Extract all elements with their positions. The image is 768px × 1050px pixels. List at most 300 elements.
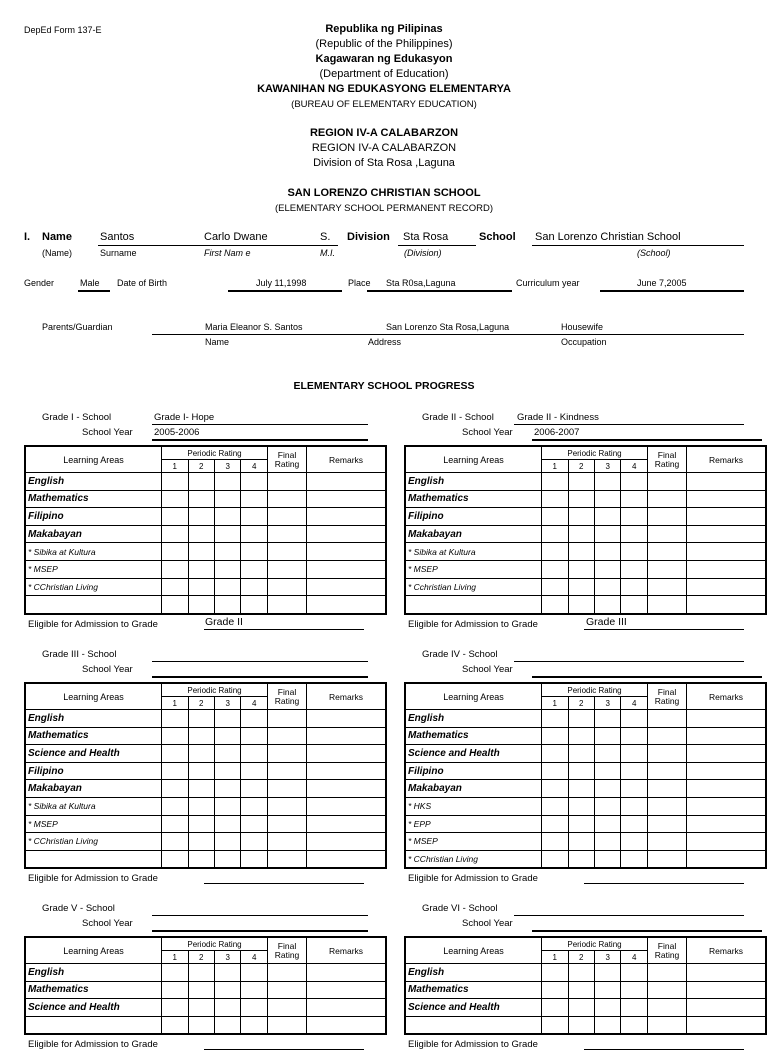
quarter-rating-cell[interactable] <box>621 473 647 491</box>
remarks-cell[interactable] <box>687 710 765 728</box>
quarter-rating-cell[interactable] <box>542 745 568 763</box>
quarter-rating-cell[interactable] <box>214 964 240 982</box>
remarks-cell[interactable] <box>687 964 765 982</box>
remarks-cell[interactable] <box>307 710 385 728</box>
subject-name: * HKS <box>406 797 542 815</box>
quarter-rating-cell[interactable] <box>542 727 568 745</box>
final-rating-cell[interactable] <box>647 964 686 982</box>
quarter-rating-cell[interactable] <box>188 508 214 526</box>
quarter-rating-cell[interactable] <box>621 1016 647 1033</box>
final-rating-cell[interactable] <box>647 833 686 851</box>
final-rating-cell[interactable] <box>647 490 686 508</box>
remarks-cell[interactable] <box>687 596 765 613</box>
final-rating-cell[interactable] <box>267 780 306 798</box>
final-rating-cell[interactable] <box>267 560 306 578</box>
quarter-rating-cell[interactable] <box>568 850 594 867</box>
quarter-rating-cell[interactable] <box>568 815 594 833</box>
remarks-cell[interactable] <box>687 560 765 578</box>
quarter-rating-cell[interactable] <box>214 1016 240 1033</box>
quarter-header-2: 2 <box>568 460 594 473</box>
final-rating-cell[interactable] <box>647 780 686 798</box>
subject-name: Filipino <box>26 762 162 780</box>
quarter-rating-cell[interactable] <box>188 560 214 578</box>
final-rating-cell[interactable] <box>267 762 306 780</box>
header-bureau: (BUREAU OF ELEMENTARY EDUCATION) <box>291 99 477 110</box>
quarter-rating-cell[interactable] <box>241 850 267 867</box>
final-rating-header <box>647 447 686 473</box>
quarter-rating-cell[interactable] <box>241 525 267 543</box>
final-rating-cell[interactable] <box>267 797 306 815</box>
quarter-header-1: 1 <box>162 460 188 473</box>
quarter-rating-cell[interactable] <box>621 762 647 780</box>
remarks-cell[interactable] <box>307 578 385 596</box>
quarter-rating-cell[interactable] <box>241 780 267 798</box>
final-rating-cell[interactable] <box>267 745 306 763</box>
final-rating-line1: Final <box>657 686 677 697</box>
remarks-cell[interactable] <box>687 578 765 596</box>
quarter-rating-cell[interactable] <box>162 560 188 578</box>
quarter-rating-cell[interactable] <box>214 490 240 508</box>
quarter-rating-cell[interactable] <box>542 981 568 999</box>
quarter-rating-cell[interactable] <box>162 1016 188 1033</box>
quarter-rating-cell[interactable] <box>188 490 214 508</box>
quarter-rating-cell[interactable] <box>621 780 647 798</box>
quarter-rating-cell[interactable] <box>568 578 594 596</box>
quarter-rating-cell[interactable] <box>162 490 188 508</box>
record-title: (ELEMENTARY SCHOOL PERMANENT RECORD) <box>274 203 493 214</box>
quarter-rating-cell[interactable] <box>621 797 647 815</box>
quarter-rating-cell[interactable] <box>188 596 214 613</box>
quarter-rating-cell[interactable] <box>162 964 188 982</box>
quarter-rating-cell[interactable] <box>542 964 568 982</box>
dob-value: July 11,1998 <box>256 278 307 288</box>
grade-school-label: Grade III - School <box>42 649 117 660</box>
remarks-cell[interactable] <box>687 525 765 543</box>
eligible-underline <box>584 883 744 884</box>
quarter-header-2: 2 <box>568 697 594 710</box>
remarks-cell[interactable] <box>307 560 385 578</box>
remarks-cell[interactable] <box>687 780 765 798</box>
quarter-rating-cell[interactable] <box>214 850 240 867</box>
remarks-cell[interactable] <box>687 815 765 833</box>
remarks-cell[interactable] <box>687 727 765 745</box>
quarter-rating-cell[interactable] <box>162 999 188 1017</box>
final-rating-cell[interactable] <box>267 833 306 851</box>
quarter-rating-cell[interactable] <box>162 762 188 780</box>
final-rating-cell[interactable] <box>647 710 686 728</box>
quarter-rating-cell[interactable] <box>568 981 594 999</box>
quarter-rating-cell[interactable] <box>542 578 568 596</box>
quarter-rating-cell[interactable] <box>621 525 647 543</box>
quarter-rating-cell[interactable] <box>188 999 214 1017</box>
remarks-cell[interactable] <box>307 833 385 851</box>
quarter-rating-cell[interactable] <box>621 578 647 596</box>
quarter-rating-cell[interactable] <box>241 508 267 526</box>
eligible-underline <box>584 629 744 630</box>
remarks-cell[interactable] <box>687 543 765 561</box>
remarks-cell[interactable] <box>687 1016 765 1033</box>
quarter-rating-cell[interactable] <box>241 1016 267 1033</box>
remarks-cell[interactable] <box>307 981 385 999</box>
quarter-rating-cell[interactable] <box>594 473 620 491</box>
quarter-rating-cell[interactable] <box>594 710 620 728</box>
grade-school-underline <box>514 424 744 425</box>
quarter-rating-cell[interactable] <box>594 1016 620 1033</box>
final-rating-cell[interactable] <box>267 578 306 596</box>
quarter-rating-cell[interactable] <box>621 508 647 526</box>
subject-name: Mathematics <box>26 490 162 508</box>
quarter-rating-cell[interactable] <box>594 797 620 815</box>
quarter-rating-cell[interactable] <box>621 710 647 728</box>
final-rating-cell[interactable] <box>647 981 686 999</box>
quarter-rating-cell[interactable] <box>594 490 620 508</box>
final-rating-cell[interactable] <box>647 815 686 833</box>
quarter-rating-cell[interactable] <box>214 596 240 613</box>
quarter-rating-cell[interactable] <box>241 578 267 596</box>
quarter-rating-cell[interactable] <box>542 490 568 508</box>
caption-first-name: First Nam e <box>204 248 251 258</box>
region-name: REGION IV-A CALABARZON <box>311 142 457 154</box>
quarter-rating-cell[interactable] <box>594 596 620 613</box>
quarter-rating-cell[interactable] <box>568 710 594 728</box>
quarter-rating-cell[interactable] <box>162 710 188 728</box>
final-rating-cell[interactable] <box>267 964 306 982</box>
quarter-rating-cell[interactable] <box>162 850 188 867</box>
remarks-cell[interactable] <box>687 797 765 815</box>
quarter-rating-cell[interactable] <box>241 727 267 745</box>
quarter-rating-cell[interactable] <box>188 745 214 763</box>
quarter-rating-cell[interactable] <box>594 964 620 982</box>
remarks-cell[interactable] <box>307 999 385 1017</box>
quarter-rating-cell[interactable] <box>568 560 594 578</box>
final-rating-cell[interactable] <box>267 1016 306 1033</box>
remarks-cell[interactable] <box>307 596 385 613</box>
quarter-rating-cell[interactable] <box>214 797 240 815</box>
quarter-rating-cell[interactable] <box>621 543 647 561</box>
quarter-rating-cell[interactable] <box>188 780 214 798</box>
quarter-rating-cell[interactable] <box>542 1016 568 1033</box>
quarter-rating-cell[interactable] <box>594 543 620 561</box>
quarter-rating-cell[interactable] <box>162 981 188 999</box>
quarter-rating-cell[interactable] <box>214 999 240 1017</box>
quarter-header-2: 2 <box>188 460 214 473</box>
quarter-rating-cell[interactable] <box>594 525 620 543</box>
quarter-rating-cell[interactable] <box>162 797 188 815</box>
quarter-rating-cell[interactable] <box>241 596 267 613</box>
quarter-rating-cell[interactable] <box>542 999 568 1017</box>
quarter-rating-cell[interactable] <box>188 981 214 999</box>
quarter-rating-cell[interactable] <box>594 745 620 763</box>
final-rating-cell[interactable] <box>647 596 686 613</box>
quarter-rating-cell[interactable] <box>568 473 594 491</box>
quarter-rating-cell[interactable] <box>162 525 188 543</box>
remarks-cell[interactable] <box>687 473 765 491</box>
quarter-rating-cell[interactable] <box>214 745 240 763</box>
final-rating-header <box>647 684 686 710</box>
final-rating-cell[interactable] <box>267 850 306 867</box>
quarter-rating-cell[interactable] <box>542 543 568 561</box>
final-rating-cell[interactable] <box>647 578 686 596</box>
final-rating-cell[interactable] <box>647 508 686 526</box>
final-rating-cell[interactable] <box>267 596 306 613</box>
quarter-rating-cell[interactable] <box>542 780 568 798</box>
quarter-rating-cell[interactable] <box>162 833 188 851</box>
parent-occupation-value: Housewife <box>561 322 604 332</box>
quarter-rating-cell[interactable] <box>214 727 240 745</box>
remarks-cell[interactable] <box>687 490 765 508</box>
quarter-rating-cell[interactable] <box>241 797 267 815</box>
final-rating-line1: Final <box>277 449 297 460</box>
final-rating-cell[interactable] <box>647 999 686 1017</box>
quarter-rating-cell[interactable] <box>241 964 267 982</box>
quarter-rating-cell[interactable] <box>214 578 240 596</box>
remarks-cell[interactable] <box>307 850 385 867</box>
quarter-rating-cell[interactable] <box>188 525 214 543</box>
quarter-rating-cell[interactable] <box>188 797 214 815</box>
final-rating-cell[interactable] <box>647 1016 686 1033</box>
quarter-rating-cell[interactable] <box>568 762 594 780</box>
subject-row <box>406 727 765 745</box>
division-name: Division of Sta Rosa ,Laguna <box>313 157 455 169</box>
caption-school: (School) <box>637 248 671 258</box>
quarter-rating-cell[interactable] <box>162 508 188 526</box>
quarter-rating-cell[interactable] <box>241 833 267 851</box>
final-rating-cell[interactable] <box>267 490 306 508</box>
final-rating-cell[interactable] <box>647 525 686 543</box>
quarter-rating-cell[interactable] <box>214 780 240 798</box>
quarter-rating-cell[interactable] <box>568 596 594 613</box>
quarter-rating-cell[interactable] <box>188 543 214 561</box>
quarter-rating-cell[interactable] <box>542 473 568 491</box>
final-rating-cell[interactable] <box>267 727 306 745</box>
quarter-rating-cell[interactable] <box>214 508 240 526</box>
quarter-rating-cell[interactable] <box>568 780 594 798</box>
eligible-underline <box>204 883 364 884</box>
quarter-rating-cell[interactable] <box>594 981 620 999</box>
quarter-rating-cell[interactable] <box>621 833 647 851</box>
periodic-rating-header: Periodic Rating <box>542 938 648 951</box>
quarter-rating-cell[interactable] <box>594 727 620 745</box>
quarter-rating-cell[interactable] <box>162 727 188 745</box>
quarter-rating-cell[interactable] <box>542 833 568 851</box>
quarter-header-3: 3 <box>594 951 620 964</box>
quarter-rating-cell[interactable] <box>214 473 240 491</box>
quarter-rating-cell[interactable] <box>568 727 594 745</box>
quarter-header-4: 4 <box>621 697 647 710</box>
quarter-header-4: 4 <box>621 951 647 964</box>
remarks-cell[interactable] <box>307 525 385 543</box>
quarter-rating-cell[interactable] <box>241 981 267 999</box>
quarter-rating-cell[interactable] <box>594 999 620 1017</box>
quarter-rating-cell[interactable] <box>188 473 214 491</box>
quarter-rating-cell[interactable] <box>241 710 267 728</box>
grade-school-label: Grade I - School <box>42 412 112 423</box>
remarks-cell[interactable] <box>307 508 385 526</box>
remarks-cell[interactable] <box>307 780 385 798</box>
quarter-rating-cell[interactable] <box>594 850 620 867</box>
quarter-rating-cell[interactable] <box>594 508 620 526</box>
quarter-rating-cell[interactable] <box>621 815 647 833</box>
quarter-rating-cell[interactable] <box>621 850 647 867</box>
remarks-cell[interactable] <box>307 543 385 561</box>
quarter-rating-cell[interactable] <box>241 543 267 561</box>
quarter-rating-cell[interactable] <box>621 745 647 763</box>
final-rating-cell[interactable] <box>267 473 306 491</box>
quarter-rating-cell[interactable] <box>241 762 267 780</box>
final-rating-cell[interactable] <box>267 710 306 728</box>
remarks-cell[interactable] <box>687 833 765 851</box>
quarter-rating-cell[interactable] <box>621 981 647 999</box>
remarks-cell[interactable] <box>307 727 385 745</box>
subject-name: English <box>406 964 542 982</box>
subject-name: Mathematics <box>406 727 542 745</box>
final-rating-cell[interactable] <box>647 560 686 578</box>
quarter-rating-cell[interactable] <box>621 727 647 745</box>
grade-year-underline <box>152 676 368 678</box>
quarter-rating-cell[interactable] <box>542 762 568 780</box>
quarter-rating-cell[interactable] <box>621 560 647 578</box>
quarter-rating-cell[interactable] <box>214 525 240 543</box>
quarter-rating-cell[interactable] <box>542 560 568 578</box>
final-rating-cell[interactable] <box>647 543 686 561</box>
final-rating-cell[interactable] <box>267 999 306 1017</box>
learning-areas-header: Learning Areas <box>406 684 542 710</box>
quarter-rating-cell[interactable] <box>568 745 594 763</box>
quarter-rating-cell[interactable] <box>542 850 568 867</box>
remarks-cell[interactable] <box>687 981 765 999</box>
remarks-header: Remarks <box>307 447 385 473</box>
quarter-rating-cell[interactable] <box>542 710 568 728</box>
final-rating-cell[interactable] <box>267 543 306 561</box>
remarks-cell[interactable] <box>687 508 765 526</box>
quarter-rating-cell[interactable] <box>621 964 647 982</box>
grade-table <box>404 936 767 1035</box>
quarter-rating-cell[interactable] <box>542 596 568 613</box>
quarter-rating-cell[interactable] <box>568 525 594 543</box>
quarter-rating-cell[interactable] <box>214 560 240 578</box>
final-rating-cell[interactable] <box>647 745 686 763</box>
quarter-rating-cell[interactable] <box>188 762 214 780</box>
quarter-rating-cell[interactable] <box>162 473 188 491</box>
quarter-rating-cell[interactable] <box>568 1016 594 1033</box>
quarter-rating-cell[interactable] <box>568 797 594 815</box>
quarter-rating-cell[interactable] <box>188 710 214 728</box>
quarter-rating-cell[interactable] <box>214 981 240 999</box>
quarter-rating-cell[interactable] <box>621 490 647 508</box>
remarks-cell[interactable] <box>307 1016 385 1033</box>
quarter-rating-cell[interactable] <box>594 762 620 780</box>
quarter-rating-cell[interactable] <box>568 999 594 1017</box>
grade-year-value: 2005-2006 <box>154 427 200 438</box>
remarks-cell[interactable] <box>307 964 385 982</box>
subject-name: * MSEP <box>406 833 542 851</box>
quarter-rating-cell[interactable] <box>542 797 568 815</box>
quarter-rating-cell[interactable] <box>594 560 620 578</box>
quarter-rating-cell[interactable] <box>162 745 188 763</box>
remarks-cell[interactable] <box>307 473 385 491</box>
quarter-rating-cell[interactable] <box>594 833 620 851</box>
quarter-rating-cell[interactable] <box>594 815 620 833</box>
quarter-rating-cell[interactable] <box>568 543 594 561</box>
quarter-rating-cell[interactable] <box>188 578 214 596</box>
quarter-rating-cell[interactable] <box>162 780 188 798</box>
quarter-rating-cell[interactable] <box>188 833 214 851</box>
quarter-rating-cell[interactable] <box>214 710 240 728</box>
gender-value: Male <box>80 278 100 288</box>
quarter-rating-cell[interactable] <box>162 543 188 561</box>
remarks-cell[interactable] <box>307 762 385 780</box>
header-republic: (Republic of the Philippines) <box>315 38 453 50</box>
subject-row <box>26 508 385 526</box>
quarter-rating-cell[interactable] <box>188 964 214 982</box>
quarter-rating-cell[interactable] <box>188 850 214 867</box>
quarter-rating-cell[interactable] <box>621 596 647 613</box>
quarter-rating-cell[interactable] <box>241 815 267 833</box>
subject-row <box>406 850 765 867</box>
quarter-rating-cell[interactable] <box>542 525 568 543</box>
final-rating-cell[interactable] <box>647 797 686 815</box>
gender-underline <box>78 290 110 292</box>
quarter-rating-cell[interactable] <box>241 745 267 763</box>
remarks-cell[interactable] <box>307 745 385 763</box>
quarter-rating-cell[interactable] <box>214 543 240 561</box>
quarter-rating-cell[interactable] <box>188 1016 214 1033</box>
quarter-rating-cell[interactable] <box>568 490 594 508</box>
quarter-rating-cell[interactable] <box>542 815 568 833</box>
remarks-cell[interactable] <box>687 999 765 1017</box>
grade-school-underline <box>514 661 744 662</box>
quarter-rating-cell[interactable] <box>568 833 594 851</box>
final-rating-cell[interactable] <box>267 981 306 999</box>
remarks-cell[interactable] <box>687 745 765 763</box>
quarter-rating-cell[interactable] <box>188 727 214 745</box>
quarter-rating-cell[interactable] <box>188 815 214 833</box>
grade-year-label: School Year <box>82 427 133 438</box>
quarter-rating-cell[interactable] <box>214 762 240 780</box>
quarter-rating-cell[interactable] <box>594 578 620 596</box>
remarks-cell[interactable] <box>307 815 385 833</box>
final-rating-cell[interactable] <box>267 508 306 526</box>
quarter-rating-cell[interactable] <box>621 999 647 1017</box>
remarks-cell[interactable] <box>687 850 765 867</box>
quarter-rating-cell[interactable] <box>542 508 568 526</box>
quarter-rating-cell[interactable] <box>568 508 594 526</box>
quarter-rating-cell[interactable] <box>162 596 188 613</box>
final-rating-cell[interactable] <box>267 815 306 833</box>
remarks-cell[interactable] <box>307 490 385 508</box>
quarter-rating-cell[interactable] <box>241 490 267 508</box>
quarter-rating-cell[interactable] <box>241 560 267 578</box>
quarter-rating-cell[interactable] <box>568 964 594 982</box>
quarter-rating-cell[interactable] <box>594 780 620 798</box>
quarter-rating-cell[interactable] <box>214 833 240 851</box>
quarter-rating-cell[interactable] <box>162 815 188 833</box>
final-rating-cell[interactable] <box>647 473 686 491</box>
grade-year-label: School Year <box>462 918 513 929</box>
grade-year-label: School Year <box>82 664 133 675</box>
quarter-rating-cell[interactable] <box>162 578 188 596</box>
quarter-rating-cell[interactable] <box>214 815 240 833</box>
quarter-rating-cell[interactable] <box>241 473 267 491</box>
remarks-cell[interactable] <box>307 797 385 815</box>
remarks-cell[interactable] <box>687 762 765 780</box>
final-rating-cell[interactable] <box>647 727 686 745</box>
grade-school-underline <box>514 915 744 916</box>
final-rating-cell[interactable] <box>267 525 306 543</box>
quarter-rating-cell[interactable] <box>241 999 267 1017</box>
final-rating-cell[interactable] <box>647 762 686 780</box>
final-rating-cell[interactable] <box>647 850 686 867</box>
